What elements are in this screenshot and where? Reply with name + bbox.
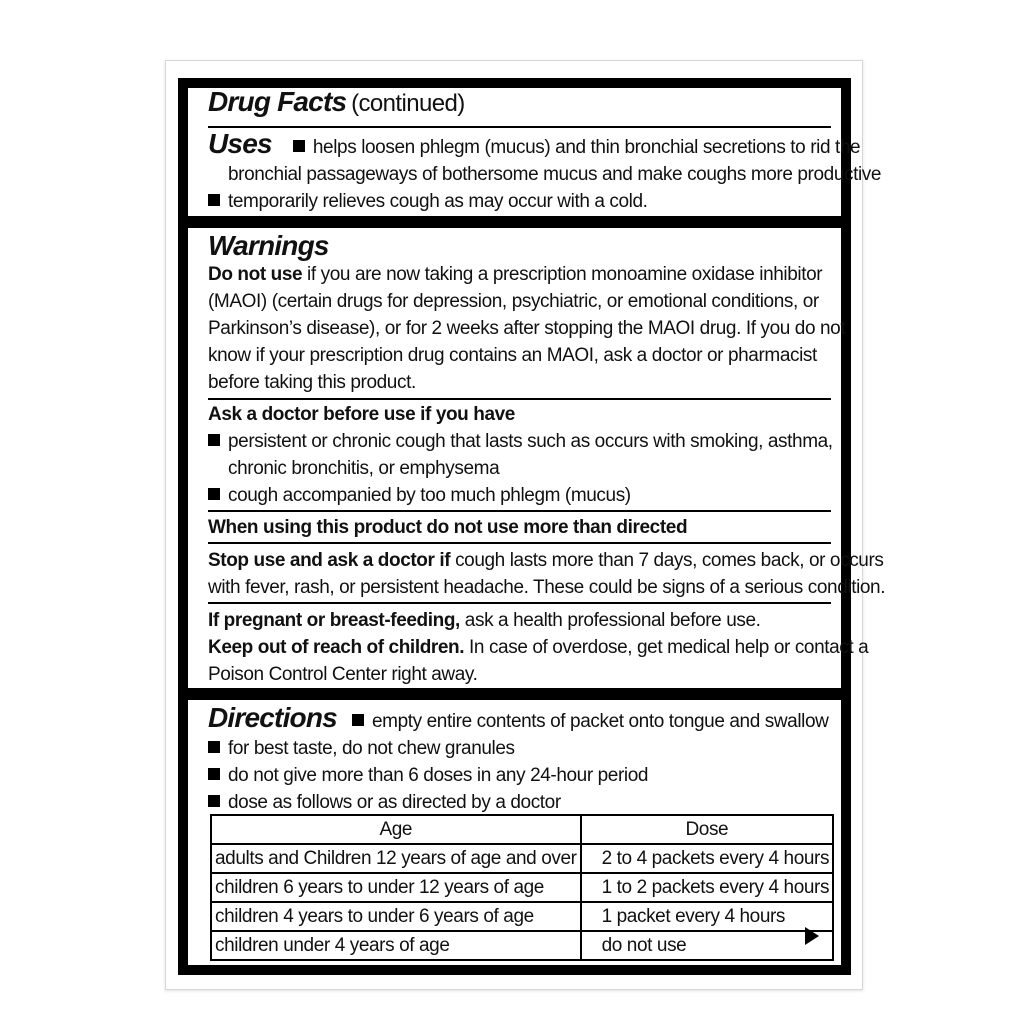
bullet-square-icon bbox=[208, 434, 220, 446]
bullet-square-icon bbox=[352, 714, 364, 726]
directions-item-4: dose as follows or as directed by a doctor bbox=[208, 789, 841, 816]
directions-heading: Directions bbox=[208, 702, 337, 733]
age-cell: adults and Children 12 years of age and over bbox=[211, 844, 581, 873]
table-row bbox=[211, 902, 833, 931]
bullet-square-icon bbox=[293, 140, 305, 152]
continue-arrow-icon bbox=[805, 927, 819, 945]
when-using-text: When using this product do not use more than directed bbox=[208, 512, 831, 544]
warnings-heading: Warnings bbox=[208, 230, 329, 261]
table-row bbox=[211, 873, 833, 902]
pregnant-text: If pregnant or breast-feeding, ask a health professional before use. bbox=[208, 610, 761, 631]
drug-facts-panel bbox=[178, 78, 886, 975]
ask-doctor-item-1: persistent or chronic cough that lasts such as occurs with smoking, asthma, bbox=[208, 428, 841, 455]
drug-facts-title: Drug Facts bbox=[208, 86, 347, 117]
directions-item-1: Directions empty entire contents of packet onto tongue and swallow bbox=[208, 702, 829, 733]
directions-section bbox=[188, 700, 841, 965]
bullet-square-icon bbox=[208, 194, 220, 206]
uses-item-1-cont: bronchial passageways of bothersome mucus and make coughs more productive bbox=[228, 164, 882, 185]
drug-facts-header bbox=[208, 88, 831, 128]
uses-section bbox=[188, 86, 882, 216]
table-row bbox=[211, 844, 833, 873]
warnings-section: Warnings Do not use if you are now taking a prescription monoamine oxidase inhibitor (MAOI) (certain drugs for depression, psychiatric, or emotional conditions, or Parkinson’s disease), or for 2 weeks after stopping the MAOI drug. If you do not know if your prescription drug contains an MAOI, ask a doctor or pharmacist before taking this product. Ask a doctor before use if you have persistent or chronic cough that lasts such as occurs with smoking, asthma, chronic bronchitis, or emphysema cough accompanied by too much phlegm (mucus) When using this product do not use more than directed Stop use and ask a doctor if cough lasts more than 7 days, comes back, or occurs with fever, rash, or persistent headache. These could be signs of a serious condition. If pregnant or breast-feeding, ask a health professional before use. Keep out of reach of children. In case of overdose, get medical help or contact a Poison Control Center right away. bbox=[188, 228, 841, 688]
age-cell: children 6 years to under 12 years of age bbox=[211, 873, 581, 902]
dose-cell: 1 packet every 4 hours bbox=[581, 902, 834, 931]
bullet-square-icon bbox=[208, 768, 220, 780]
do-not-use-label: Do not use bbox=[208, 264, 303, 285]
do-not-use-block: Do not use if you are now taking a prescription monoamine oxidase inhibitor (MAOI) (certain drugs for depression, psychiatric, or emotional conditions, or Parkinson’s disease), or for 2 weeks after stopping the MAOI drug. If you do not know if your prescription drug contains an MAOI, ask a doctor or pharmacist before taking this product. bbox=[208, 261, 841, 400]
ask-doctor-heading: Ask a doctor before use if you have bbox=[208, 404, 515, 425]
dosage-table bbox=[210, 814, 834, 961]
uses-item-1: Uses helps loosen phlegm (mucus) and thin bronchial secretions to rid the bbox=[208, 128, 861, 159]
uses-heading: Uses bbox=[208, 128, 272, 159]
column-header-age: Age bbox=[211, 815, 581, 844]
uses-item-2: temporarily relieves cough as may occur with a cold. bbox=[208, 188, 841, 215]
directions-item-3: do not give more than 6 doses in any 24-hour period bbox=[208, 762, 841, 789]
keep-out-text: Keep out of reach of children. In case of overdose, get medical help or contact a bbox=[208, 637, 869, 658]
column-header-dose: Dose bbox=[581, 815, 834, 844]
bullet-square-icon bbox=[208, 795, 220, 807]
table-row bbox=[211, 931, 833, 960]
dose-cell: 1 to 2 packets every 4 hours bbox=[581, 873, 834, 902]
bullet-square-icon bbox=[208, 488, 220, 500]
stop-use-block: Stop use and ask a doctor if cough lasts more than 7 days, comes back, or occurs with fever, rash, or persistent headache. These could be signs of a serious condition. bbox=[208, 544, 841, 604]
age-cell: children under 4 years of age bbox=[211, 931, 581, 960]
bullet-square-icon bbox=[208, 741, 220, 753]
table-header-row bbox=[211, 815, 833, 844]
age-cell: children 4 years to under 6 years of age bbox=[211, 902, 581, 931]
dose-cell: 2 to 4 packets every 4 hours bbox=[581, 844, 834, 873]
directions-item-2: for best taste, do not chew granules bbox=[208, 735, 841, 762]
ask-doctor-item-2: cough accompanied by too much phlegm (mucus) bbox=[208, 482, 831, 512]
drug-facts-subtitle: (continued) bbox=[351, 90, 465, 117]
dose-cell: do not use bbox=[581, 931, 834, 960]
